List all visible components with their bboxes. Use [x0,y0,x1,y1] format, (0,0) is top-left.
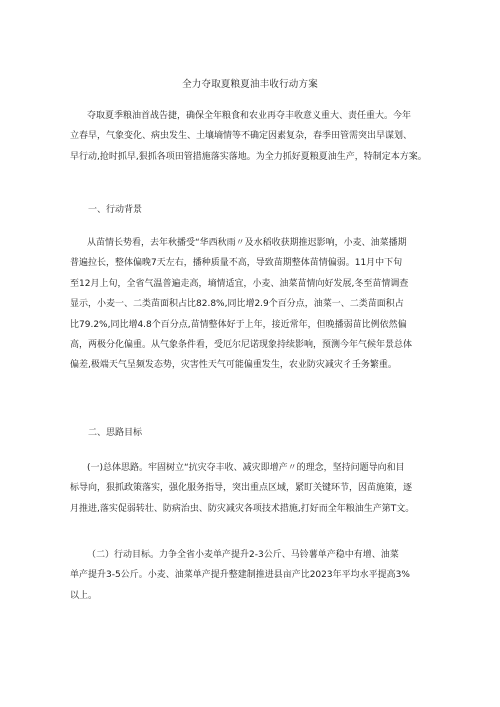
targets-line: （二）行动目标。力争全省小麦单产提升2-3公斤、马铃薯单产稳中有增、油菜 [87,550,399,560]
targets-line: 单产提升3-5公斤。小麦、油菜单产提升整建制推进县亩产比2023年平均水平提高3% [70,570,410,581]
background-line: 从苗情长势看，去年秋播受“华西秋雨〃及水稻收获期推迟影响，小麦、油菜播期 [87,238,407,248]
approach-line: 标导向，狠抓政策落实，强化服务指导，突出重点区域，紧盯关键环节，因苗施策，逐 [70,483,413,494]
section-heading-background: 一、行动背景 [88,205,143,215]
background-line: 至12月上旬，全省气温普遍走高，墒情适宜，小麦、油菜苗情向好发展,冬至苗情调查 [70,278,409,289]
intro-line: 早行动,抢时抓早,狠抓各项田管措施落实落地。为全力抓好夏粮夏油生产，特制定本方案。 [70,151,427,162]
overall-approach-paragraph [70,458,442,519]
intro-line: 夺取夏季粮油首战告捷，确保全年粮食和农业再夺丰收意义重大、责任重大。今年 [87,111,412,121]
targets-line: 以上。 [70,590,98,601]
approach-line: 月推进,落实促弱转壮、防病治虫、防灾减灾各项技术措施,打好而全年粮油生产第T文。 [70,503,415,514]
background-line: 普遍拉长，整体偏晚7天左右，播种质量不高，导致苗期整体苗情偏弱。11月中下旬 [70,258,403,269]
section-heading-goals: 二、思路目标 [88,428,143,438]
intro-line: 立春早，气象变化、病虫发生、土壤墒情等不确定因素复杂，春季田管需突出早谋划、 [70,131,413,142]
intro-paragraph [70,106,442,167]
background-line: 显示，小麦一、二类苗面积占比82.8%,同比增2.9个百分点，油菜一、二类苗面积占 [70,299,404,310]
document-title: 全力夺取夏粮夏油丰收行动方案 [182,79,318,90]
action-targets-paragraph [70,545,442,606]
background-paragraph [70,233,442,376]
background-line: 偏差,极端天气呈频发态势，灾害性天气可能偏重发生，农业防灾减灾彳壬务繁重。 [70,360,397,371]
approach-line: (一)总体思路。牢固树立“抗灾夺丰收、减灾即增产〃的理念，坚持问题导向和目 [87,463,405,473]
background-line: 比79.2%,同比增4.8个百分点,苗情整体好于上年，接近常年，但晚播弱苗比例依然偏 [70,319,407,330]
background-line: 高，两极分化偏重。从气象条件看，受厄尔尼诺现象持续影响，预测今年气候年景总体 [70,340,413,351]
